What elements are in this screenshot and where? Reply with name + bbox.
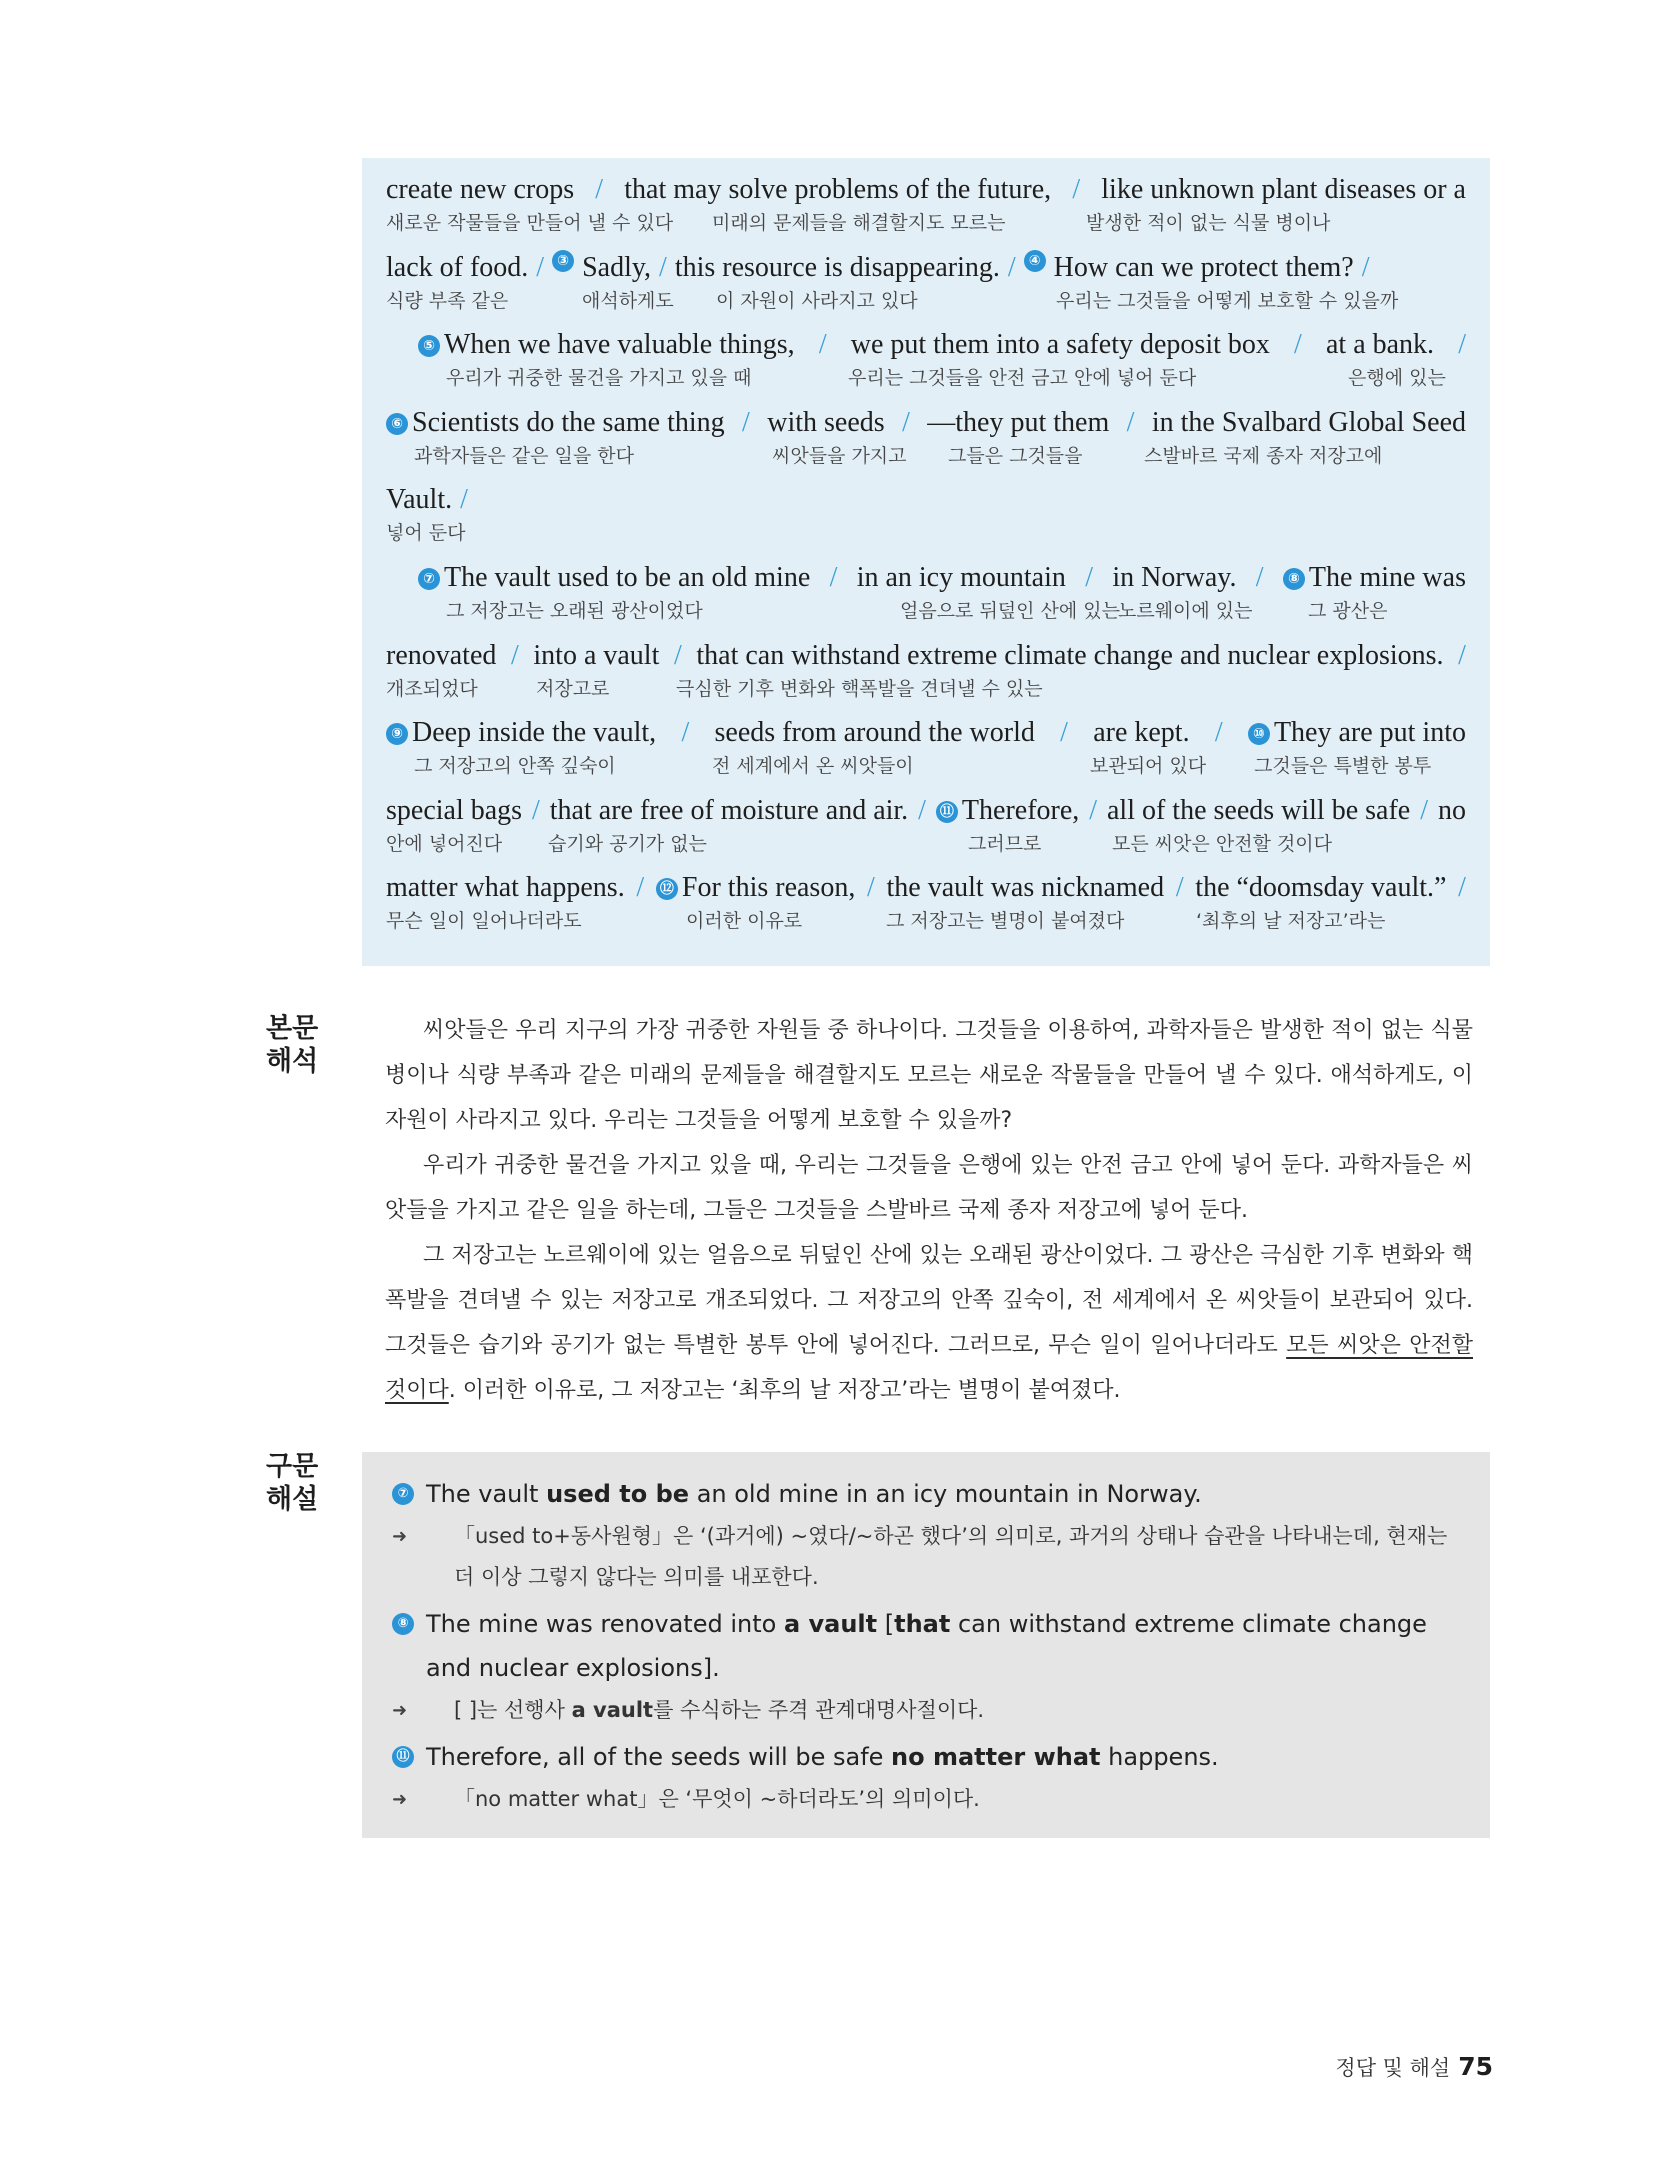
gloss: 넣어 둔다 [386,522,466,545]
bold-text: a vault [783,1610,878,1638]
note-text [426,1690,1460,1731]
grammar-sentence-7 [392,1472,1460,1516]
gloss: 그 저장고는 별명이 붙여졌다 [886,910,1125,933]
slash: / [1060,717,1068,749]
phrase: are kept. [1093,717,1190,749]
arrow-right-icon: ➜ [392,1700,408,1721]
gloss: 개조되었다 [386,677,478,700]
phrase: in the Svalbard Global Seed [1151,406,1466,438]
slash: / [1420,794,1428,826]
slash: / [1361,251,1370,283]
gloss: 그것들은 특별한 봉투 [1254,755,1432,778]
translation-paragraph-2: 우리가 귀중한 물건을 가지고 있을 때, 우리는 그것들을 은행에 있는 안전 금고 안에 넣어 둔다. 과학자들은 씨앗들을 가지고 같은 일을 하는데, 그들은 그것들을 스발바르 국제 종자 저장고에 넣어 둔다. [385,1153,1473,1223]
sentence-number-11: ⑪ [392,1746,414,1768]
chunk-english [386,405,1466,441]
sentence-number-11: ⑪ [936,801,958,823]
chunk-reading-box [362,158,1490,966]
phrase: in Norway. [1112,561,1237,593]
phrase: Scientists do the same thing [412,406,725,438]
chunk-korean [386,208,1466,234]
chunk-english [418,560,1466,596]
text: 「 [454,1524,475,1548]
sentence-number-5: ⑤ [418,335,440,357]
chunk-english [386,172,1466,208]
gloss: 이 자원이 사라지고 있다 [716,289,918,312]
phrase: this resource is disappearing. [674,251,1000,283]
text: . 이러한 이유로, 그 저장고는 ‘최후의 날 저장고’라는 별명이 붙여졌다. [448,1378,1121,1403]
gloss: 전 세계에서 온 씨앗들이 [712,755,914,778]
text: [ ]는 선행사 [454,1698,572,1722]
page-number: 75 [1458,2052,1493,2081]
slash: / [595,174,604,205]
slash: / [918,794,926,826]
gloss: 우리는 그것들을 안전 금고 안에 넣어 둔다 [848,367,1197,390]
term: a vault [571,1698,654,1722]
gloss: 안에 넣어진다 [386,832,503,855]
gloss: 우리는 그것들을 어떻게 보호할 수 있을까 [1056,289,1399,312]
arrow-right-icon: ➜ [392,1789,408,1810]
phrase: Sadly, [582,251,652,283]
chunk-line-5 [386,482,1466,560]
phrase: like unknown plant diseases or a [1101,174,1466,205]
chunk-line-4 [386,405,1466,483]
chunk-korean [386,286,1466,312]
sentence-number-8: ⑧ [1283,568,1305,590]
gloss: 새로운 작물들을 만들어 낼 수 있다 [386,212,674,234]
text: 」은 ‘무엇이 ~하더라도’의 의미이다. [637,1787,980,1811]
chunk-line-3 [386,327,1466,405]
chunk-korean [386,518,1466,544]
grammar-note [392,1690,1460,1731]
chunk-korean [386,906,1466,932]
phrase: no [1437,794,1466,826]
sentence-number-4: ④ [1024,250,1046,272]
slash: / [1072,174,1081,205]
slash: / [1007,251,1016,283]
phrase: Vault. [386,484,453,516]
sentence-number-12: ⑫ [656,878,678,900]
slash: / [681,717,690,749]
grammar-note [392,1516,1460,1598]
chunk-english [386,250,1466,286]
phrase: Therefore, [961,794,1080,826]
phrase: The vault used to be an old mine [444,561,811,593]
phrase: Deep inside the vault, [412,717,657,749]
translation-paragraph-1: 씨앗들은 우리 지구의 가장 귀중한 자원들 중 하나이다. 그것들을 이용하여, 과학자들은 발생한 적이 없는 식물 병이나 식량 부족과 같은 미래의 문제들을 해결할지도 모르는 새로운 작물들을 만들어 낼 수 있다. 애석하게도, 이 자원이 사라지고 있다. 우리는 그것들을 어떻게 보호할 수 있을까? [385,1018,1473,1133]
slash: / [1458,329,1466,361]
grammar-note [392,1779,1460,1820]
sentence-number-10: ⑩ [1248,723,1270,745]
slash: / [1085,561,1093,593]
gloss: 스발바르 국제 종자 저장고에 [1144,444,1383,467]
grammar-sentence-11 [392,1735,1460,1779]
note-text [426,1516,1460,1598]
phrase: into a vault [533,639,660,671]
gloss: 씨앗들을 가지고 [772,444,907,467]
gloss: 극심한 기후 변화와 핵폭발을 견뎌낼 수 있는 [676,677,1043,700]
chunk-line-10 [386,870,1466,948]
chunk-korean [386,674,1466,700]
phrase: we put them into a safety deposit box [850,329,1270,361]
sentence-number-7: ⑦ [392,1483,414,1505]
note-text [426,1779,1460,1820]
text: can withstand extreme climate change and nuclear explosions]. [426,1610,1427,1682]
term: no matter what [475,1787,638,1811]
chunk-line-6 [386,560,1466,638]
text: happens. [1100,1743,1219,1771]
phrase: How can we protect them? [1053,251,1354,283]
slash: / [829,561,838,593]
slash: / [1214,717,1223,749]
page-footer [1335,2052,1493,2082]
translation-paragraph-3 [385,1233,1473,1413]
gloss: 애석하게도 [582,289,674,312]
gloss: 미래의 문제들을 해결할지도 모르는 [712,212,1006,234]
sentence-number-8: ⑧ [392,1613,414,1635]
chunk-korean [386,829,1466,855]
term: used to+동사원형 [475,1524,652,1548]
slash: / [1175,872,1184,904]
gloss: 그들은 그것들을 [948,444,1083,467]
phrase: lack of food. [386,251,529,283]
gloss: 저장고로 [536,677,610,700]
gloss: 그 광산은 [1308,599,1388,622]
text: 「 [454,1787,475,1811]
slash: / [742,406,750,438]
phrase: special bags [386,794,523,826]
chunk-line-2 [386,250,1466,328]
sentence-number-3: ③ [552,250,574,272]
slash: / [1458,872,1466,904]
gloss: 습기와 공기가 없는 [548,832,707,855]
chunk-english [386,870,1466,906]
translation-text [385,1008,1473,1413]
text: 」은 ‘(과거에) ~였다/~하곤 했다’의 의미로, 과거의 상태나 습관을 나타내는데, 현재는 더 이상 그렇지 않다는 의미를 내포한다. [454,1524,1448,1589]
chunk-english [386,715,1466,751]
text: 를 수식하는 주격 관계대명사절이다. [653,1698,985,1722]
chunk-english [386,638,1466,674]
phrase: that can withstand extreme climate change and nuclear explosions. [696,639,1444,671]
text: Therefore, all of the seeds will be safe [426,1743,892,1771]
phrase: For this reason, [681,872,856,904]
grammar-notes-box [362,1452,1490,1838]
phrase: matter what happens. [386,872,625,904]
slash: / [659,251,667,283]
bold-text: used to be [546,1480,690,1508]
slash: / [867,872,875,904]
gloss: 노르웨이에 있는 [1118,599,1253,622]
slash: / [818,329,827,361]
gloss: 그러므로 [968,832,1042,855]
slash: / [460,484,468,516]
chunk-line-8 [386,715,1466,793]
chunk-korean [386,441,1466,467]
slash: / [1458,639,1466,671]
text: [ [877,1610,895,1638]
slash: / [1126,406,1135,438]
phrase: When we have valuable things, [444,329,795,361]
sentence-number-9: ⑨ [386,723,408,745]
grammar-sentence-8 [392,1602,1460,1690]
chunk-korean [418,596,1466,622]
slash: / [1255,561,1264,593]
slash: / [532,794,540,826]
phrase: create new crops [386,174,575,205]
phrase: —they put them [927,406,1110,438]
gloss: 그 저장고는 오래된 광산이었다 [446,599,703,622]
gloss: 얼음으로 뒤덮인 산에 있는 [900,599,1121,622]
gloss: 우리가 귀중한 물건을 가지고 있을 때 [446,367,752,390]
sentence-number-7: ⑦ [418,568,440,590]
underlined-answer: 모든 씨앗은 안전할 것이다 [385,1333,1473,1403]
bold-text: no matter what [891,1743,1101,1771]
chunk-line-7 [386,638,1466,716]
chunk-english [386,482,1466,518]
translation-label: 본문 해석 [266,1013,319,1077]
chunk-korean [386,751,1466,777]
text: 그 저장고는 노르웨이에 있는 얼음으로 뒤덮인 산에 있는 오래된 광산이었다. 그 광산은 극심한 기후 변화와 핵폭발을 견뎌낼 수 있는 저장고로 개조되었다. 그 저장고의 안쪽 깊숙이, 전 세계에서 온 씨앗들이 보관되어 있다. 그것들은 습기와 공기가 없는 특별한 봉투 안에 넣어진다. 그러므로, 무슨 일이 일어나더라도 [385,1243,1473,1358]
text: an old mine in an icy mountain in Norway. [689,1480,1202,1508]
slash: / [902,406,910,438]
gloss: ‘최후의 날 저장고’라는 [1196,910,1386,933]
gloss: 보관되어 있다 [1090,755,1207,778]
phrase: in an icy mountain [856,561,1066,593]
text: The vault [426,1480,547,1508]
gloss: 모든 씨앗은 안전할 것이다 [1112,832,1333,855]
gloss: 그 저장고의 안쪽 깊숙이 [414,755,616,778]
gloss: 과학자들은 같은 일을 한다 [414,444,635,467]
phrase: that may solve problems of the future, [624,174,1052,205]
phrase: The mine was [1308,561,1466,593]
gloss: 은행에 있는 [1348,367,1446,390]
bold-text: that [894,1610,951,1638]
phrase: renovated [386,639,497,671]
phrase: at a bank. [1325,329,1435,361]
chunk-line-9 [386,793,1466,871]
slash: / [1089,794,1098,826]
chunk-english [418,327,1466,363]
chunk-korean [418,363,1466,389]
arrow-right-icon: ➜ [392,1526,408,1547]
phrase: the “doomsday vault.” [1195,872,1447,904]
phrase: seeds from around the world [714,717,1035,749]
slash: / [673,639,682,671]
chunk-english [386,793,1466,829]
phrase: with seeds [767,406,885,438]
footer-label: 정답 및 해설 [1335,2056,1451,2080]
phrase: They are put into [1273,717,1466,749]
phrase: the vault was nicknamed [886,872,1165,904]
phrase: that are free of moisture and air. [549,794,909,826]
chunk-line-1 [386,172,1466,250]
slash: / [636,872,645,904]
slash: / [1294,329,1302,361]
sentence-number-6: ⑥ [386,413,408,435]
gloss: 무슨 일이 일어나더라도 [386,910,582,933]
text: The mine was renovated into [426,1610,784,1638]
gloss: 식량 부족 같은 [386,289,509,312]
grammar-label: 구문 해설 [266,1451,319,1515]
slash: / [536,251,545,283]
slash: / [511,639,519,671]
gloss: 이러한 이유로 [686,910,803,933]
phrase: all of the seeds will be safe [1106,794,1411,826]
gloss: 발생한 적이 없는 식물 병이나 [1086,212,1331,234]
